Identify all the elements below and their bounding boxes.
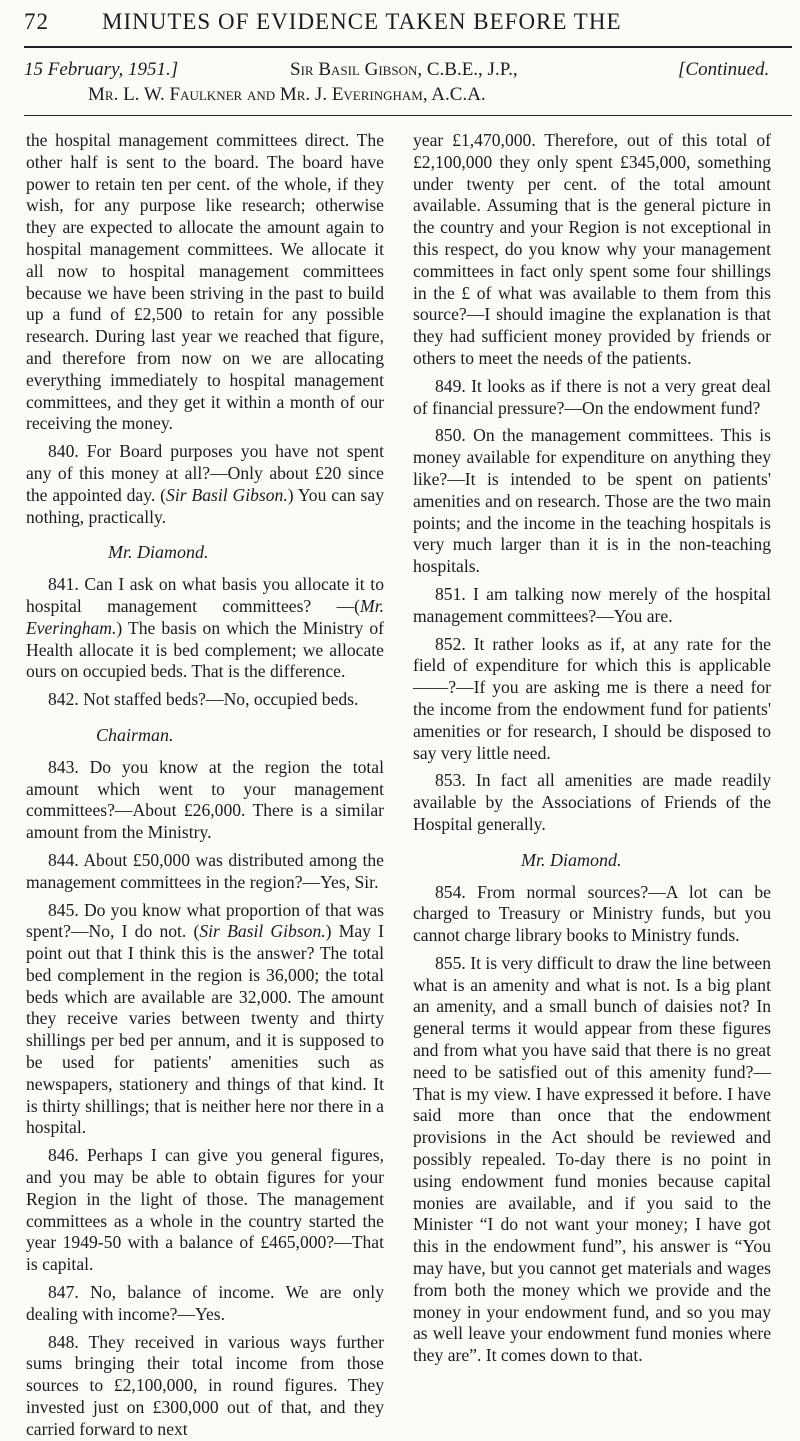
question-847: 847. No, balance of income. We are only dealing with income?—Yes. <box>26 1282 384 1324</box>
left-column <box>26 130 385 1439</box>
speaker-heading: Mr. Diamond. <box>108 542 209 563</box>
paragraph: year £1,470,000. Therefore, out of this total of £2,100,000 they only spent £345,000, something under twenty per cent. of the total amount available. Assuming that is the general picture in the country and your Region is not exceptional in this respect, do you know why your management committees in fact only spent some four shillings in the £ of what was available to them from this source?—I should imagine the explanation is that they had sufficient money provided by friends or others to meet the needs of the patients. <box>413 130 771 368</box>
witness-line-2: Mr. L. W. Faulkner and Mr. J. Everingham, A.C.A. <box>88 84 486 105</box>
header-rule <box>24 46 792 48</box>
session-date: 15 February, 1951.] <box>24 59 179 80</box>
subheader-rule <box>24 115 792 116</box>
witness-line-1: Sir Basil Gibson, C.B.E., J.P., <box>290 59 518 80</box>
continued-label: [Continued. <box>678 59 770 80</box>
question-849: 849. It looks as if there is not a very great deal of financial pressure?—On the endowment fund? <box>413 375 771 418</box>
question-853: 853. In fact all amenities are made readily available by the Associations of Friends of the Hospital generally. <box>413 770 771 834</box>
question-855: 855. It is very difficult to draw the line between what is an amenity and what is not. Is a big plant an amenity, and a small bunch of daisies not? In general terms it would appear from these figures and from what you have said that there is no great need to be satisfied out of this amenity fund?—That is my view. I have expressed it before. I have said more than once that the endowment provisions in the Act should be reviewed and possibly repealed. To-day there is no point in using endowment fund monies because capital monies are available, and if you said to the Minister “I do not want your money; I have got this in the endowment fund”, his answer is “You may have, but you cannot get materials and wages from both the money which we provide and the money in your endowment fund, and so you may as well leave your endowment fund monies where they are”. It comes down to that. <box>413 952 771 1366</box>
speaker-heading: Mr. Diamond. <box>521 849 622 870</box>
speaker-inline: Sir Basil Gibson. <box>199 921 326 942</box>
question-852: 852. It rather looks as if, at any rate for the field of expenditure for which this is applicable——?—If you are asking me is there a need for the income from the endowment fund for patients' amenities or for research, I should be disposed to say very little need. <box>413 633 771 763</box>
right-column <box>413 130 771 1366</box>
question-843: 843. Do you know at the region the total amount which went to your management committees?—About £26,000. There is a similar amount from the Ministry. <box>26 756 384 843</box>
speaker-heading: Chairman. <box>96 724 174 745</box>
question-848: 848. They received in various ways further sums bringing their total income from those sources to £2,100,000, in round figures. They invested just on £300,000 out of that, and they carried forward to next <box>26 1331 384 1439</box>
page-number: 72 <box>24 9 49 34</box>
paragraph: the hospital management committees direct. The other half is sent to the board. The board have power to retain ten per cent. of the whole, if they wish, for any purpose like research; otherwise they are expected to allocate the amount again to hospital management committees. We allocate it all now to hospital management committees because we have been striving in the past to build up a fund of £2,500 to retain for any possible research. During last year we reached that figure, and therefore from now on we are allocating everything immediately to hospital management committees, and they get it within a month of our receiving the money. <box>26 130 384 434</box>
speaker-inline: Mr. Everingham. <box>26 595 384 638</box>
question-841: 841. Can I ask on what basis you allocate it to hospital management committees? —(Mr. Everingham.) The basis on which the Ministry of Health allocate it is bed complement; we allocate ours on occupied beds. That is the difference. <box>26 574 384 682</box>
question-846: 846. Perhaps I can give you general figures, and you may be able to obtain figures for your Region in the light of those. The management committees as a whole in the country started the year 1949-50 with a balance of £465,000?—That is capital. <box>26 1145 384 1275</box>
question-840: 840. For Board purposes you have not spent any of this money at all?—Only about £20 since the appointed day. (Sir Basil Gibson.) You can say nothing, practically. <box>26 441 385 527</box>
question-850: 850. On the management committees. This is money available for expenditure on anything they like?—It is intended to be spent on patients' amenities and on research. Those are the two main points; and the income in the teaching hospitals is very much larger than it is in the non-teaching hospitals. <box>413 425 771 577</box>
running-title: MINUTES OF EVIDENCE TAKEN BEFORE THE <box>102 9 622 34</box>
speaker-inline: Sir Basil Gibson. <box>166 484 288 505</box>
question-854: 854. From normal sources?—A lot can be charged to Treasury or Ministry funds, but you cannot charge library books to Ministry funds. <box>413 881 771 946</box>
question-844: 844. About £50,000 was distributed among the management committees in the region?—Yes, Sir. <box>26 849 384 892</box>
running-header <box>24 2 792 42</box>
question-842: 842. Not staffed beds?—No, occupied beds. <box>48 689 359 710</box>
question-845: 845. Do you know what proportion of that was spent?—No, I do not. (Sir Basil Gibson.) May I point out that I think this is the answer? The total bed complement in the region is 36,000; the total beds which are available are 32,000. The amount they receive varies between twenty and thirty shillings per bed per annum, and it is supposed to be used for patients' amenities such as newspapers, stationery and things of that kind. It is thirty shillings; that is neither here nor there in a hospital. <box>26 899 385 1138</box>
question-851: 851. I am talking now merely of the hospital management committees?—You are. <box>413 583 771 626</box>
